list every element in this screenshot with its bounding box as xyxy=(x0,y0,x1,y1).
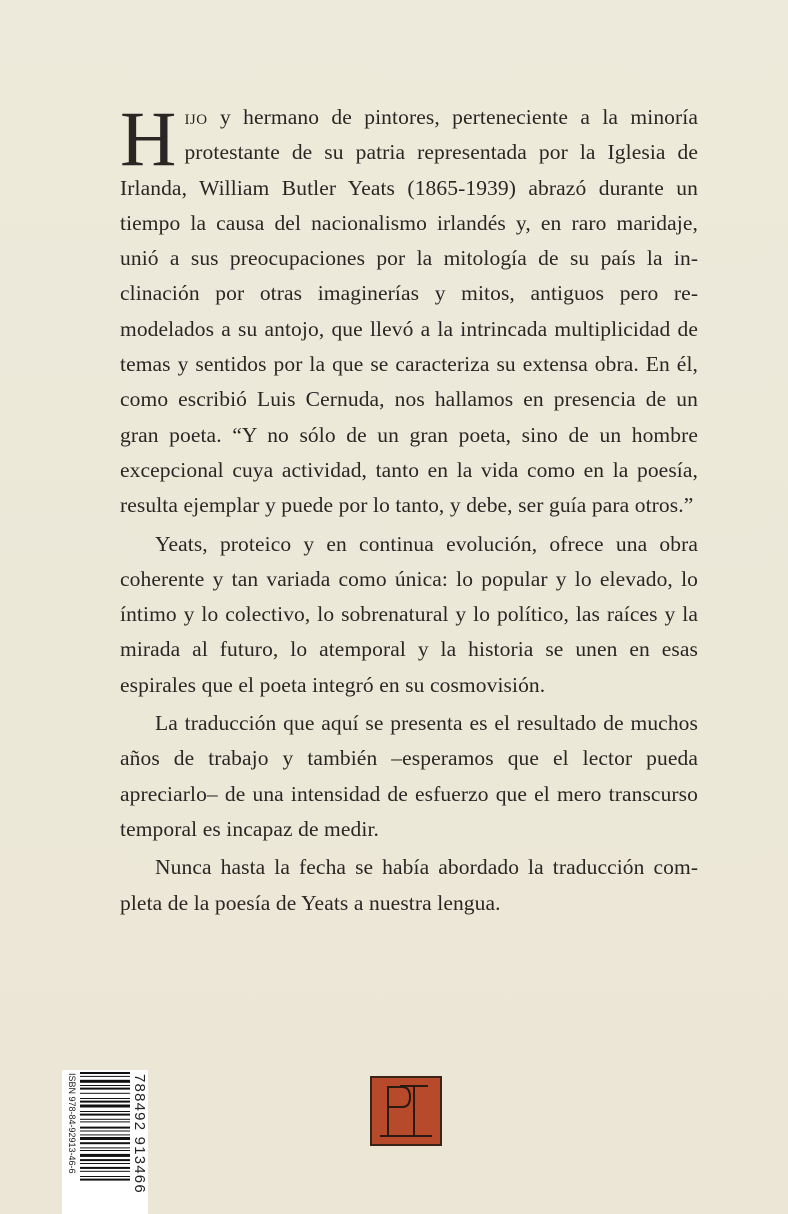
blurb-text xyxy=(120,95,698,921)
barcode-bar xyxy=(80,1121,130,1122)
barcode-bar xyxy=(80,1147,130,1148)
barcode-bar xyxy=(80,1072,130,1074)
paragraph-1 xyxy=(120,95,698,524)
isbn-label: ISBN 978-84-92913-46-6 xyxy=(67,1073,77,1174)
barcode-bar xyxy=(80,1142,130,1144)
barcode-bar xyxy=(80,1119,130,1120)
barcode-bar xyxy=(80,1076,130,1077)
paragraph-2: Yeats, proteico y en continua evolución, ofrece una obra coherente y tan variada como única: lo popular y lo elevado, lo íntimo y lo colectivo, lo sobrenatural y lo político, las raíces y la mirada al futuro, lo atemporal y la historia se unen en esas espirales que el poeta integró en su cosmovisión. xyxy=(120,531,698,697)
barcode-bar xyxy=(80,1154,130,1157)
logo-mark xyxy=(372,1078,440,1144)
paragraph-4: Nunca hasta la fecha se había abordado la traducción completa de la poesía de Yeats a nuestra lengua. xyxy=(120,855,698,915)
barcode-bar xyxy=(80,1105,130,1108)
barcode-bar xyxy=(80,1176,130,1177)
publisher-logo xyxy=(370,1076,442,1146)
barcode-bar xyxy=(80,1127,130,1129)
barcode-bar xyxy=(80,1101,130,1103)
barcode-bar xyxy=(80,1150,130,1151)
barcode-bar xyxy=(80,1111,130,1112)
barcode-bar xyxy=(80,1131,130,1132)
paragraph-1-text: y hermano de pintores, perteneciente a la minoría protestante de su patria representada por la Iglesia de Irlanda, William Butler Yeats (1865-1939) abrazó durante un tiempo la causa del nacionalismo irlandés y, en raro maridaje, unió a sus preocupaciones por la mitología de su país la inclinación por otras imaginerías y mitos, antiguos pero remodelados a su antojo, que llevó a la intrincada multiplicidad de temas y sentidos por la que se caracteriza su extensa obra. En él, como escribió Luis Cernuda, nos hallamos en presencia de un gran poeta. “Y no sólo de un gran poeta, sino de un hombre excepcional cuya actividad, tanto en la vida como en la poesía, resulta ejemplar y puede por lo tanto, y debe, ser guía para otros.” xyxy=(120,105,698,518)
barcode-bar xyxy=(80,1167,130,1169)
isbn-barcode xyxy=(62,1070,148,1214)
barcode-bar xyxy=(80,1159,130,1161)
barcode-bar xyxy=(80,1163,130,1164)
barcode-digits: 788492 913466 xyxy=(131,1074,148,1194)
barcode-bar xyxy=(80,1171,130,1172)
barcode-bars xyxy=(80,1072,130,1181)
barcode-bar xyxy=(80,1085,130,1086)
barcode-bar xyxy=(80,1179,130,1181)
barcode-bar xyxy=(80,1114,130,1116)
barcode-graphic xyxy=(62,1070,148,1214)
drop-cap: H xyxy=(120,95,177,182)
barcode-bar xyxy=(80,1088,130,1090)
barcode-bar xyxy=(80,1098,130,1099)
paragraph-3: La traducción que aquí se presenta es el resultado de muchos años de trabajo y también –esperamos que el lector pueda apreciarlo– de una intensidad de esfuerzo que el mero transcurso temporal es incapaz de medir. xyxy=(120,711,698,841)
barcode-bar xyxy=(80,1093,130,1094)
opening-smallcaps: ijo xyxy=(184,105,208,129)
barcode-bar xyxy=(80,1134,130,1135)
barcode-bar xyxy=(80,1080,130,1083)
barcode-bar xyxy=(80,1137,130,1140)
